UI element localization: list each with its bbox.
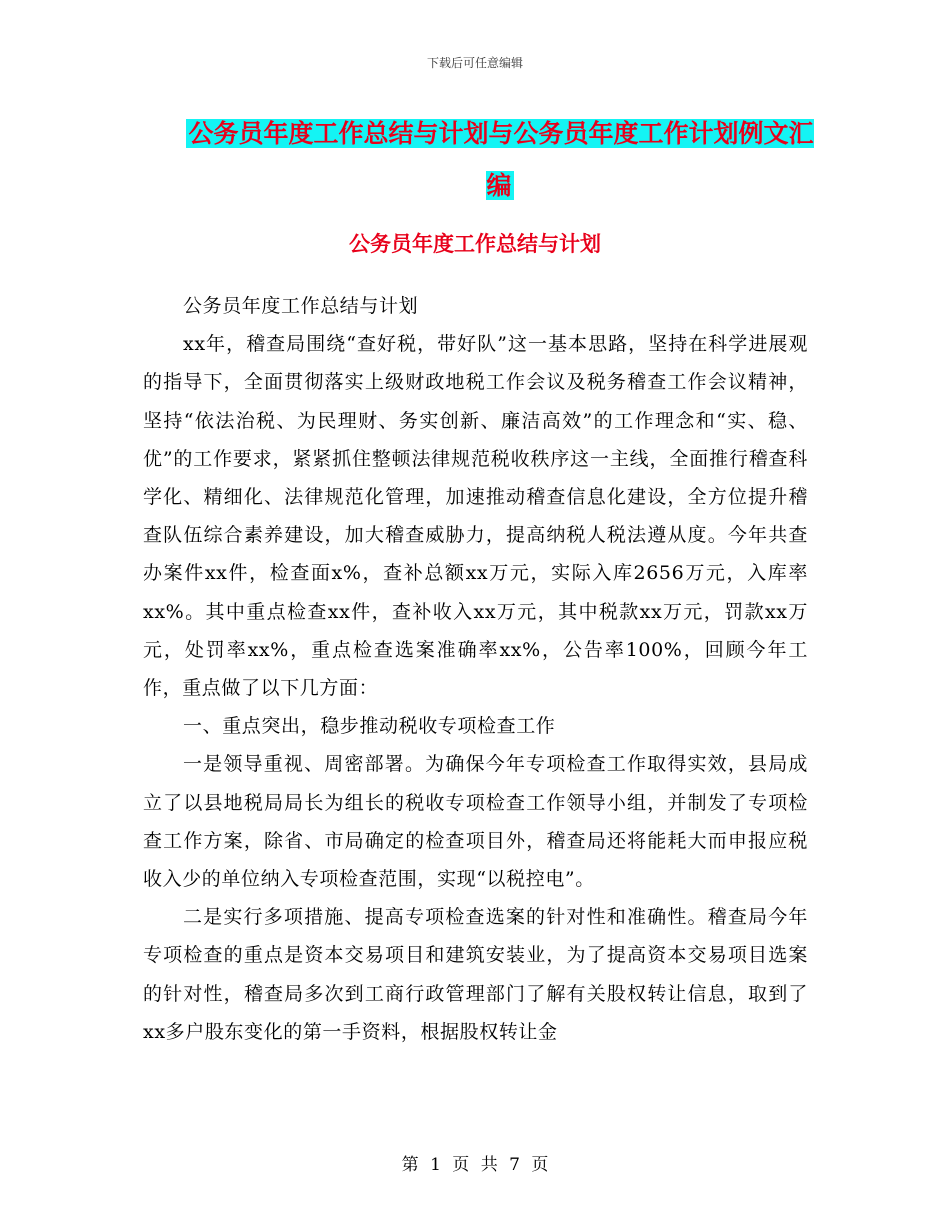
header-note: 下载后可任意编辑 (426, 56, 523, 70)
paragraph-overview: xx年，稽查局围绕“查好税，带好队”这一基本思路，坚持在科学进展观的指导下，全面贯彻落实上级财政地税工作会议及税务稽查工作会议精神，坚持“依法治税、为民理财、务实创新、廉洁高效”的工作理念和“实、稳、优”的工作要求，紧紧抓住整顿法律规范税收秩序这一主线，全面推行稽查科学化、精细化、法律规范化管理，加速推动稽查信息化建设，全方位提升稽查队伍综合素养建设，加大稽查威胁力，提高纳税人税法遵从度。今年共查办案件xx件，检查面x%，查补总额xx万元，实际入库2656万元，入库率xx%。其中重点检查xx件，查补收入xx万元，其中税款xx万元，罚款xx万元，处罚率xx%，重点检查选案准确率xx%，公告率100%，回顾今年工作，重点做了以下几方面： (143, 333, 808, 700)
paragraph-point-two: 二是实行多项措施、提高专项检查选案的针对性和准确性。稽查局今年专项检查的重点是资本交易项目和建筑安装业，为了提高资本交易项目选案的针对性，稽查局多次到工商行政管理部门了解有关股权转让信息，取到了xx多户股东变化的第一手资料，根据股权转让金 (143, 906, 808, 1043)
section-title: 公务员年度工作总结与计划 (349, 232, 601, 256)
page-footer: 第 1 页 共 7 页 (401, 1155, 549, 1175)
paragraph-point-one: 一是领导重视、周密部署。为确保今年专项检查工作取得实效，县局成立了以县地税局局长为组长的税收专项检查工作领导小组，并制发了专项检查工作方案，除省、市局确定的检查项目外，稽查局还将能耗大而申报应税收入少的单位纳入专项检查范围，实现“以税控电”。 (143, 753, 808, 891)
paragraph-heading-one: 一、重点突出，稳步推动税收专项检查工作 (183, 715, 556, 738)
document-body (143, 287, 808, 1051)
paragraph-subtitle: 公务员年度工作总结与计划 (183, 295, 419, 317)
document-title-text: 公务员年度工作总结与计划与公务员年度工作计划例文汇编 (188, 119, 814, 200)
document-title (180, 108, 820, 212)
